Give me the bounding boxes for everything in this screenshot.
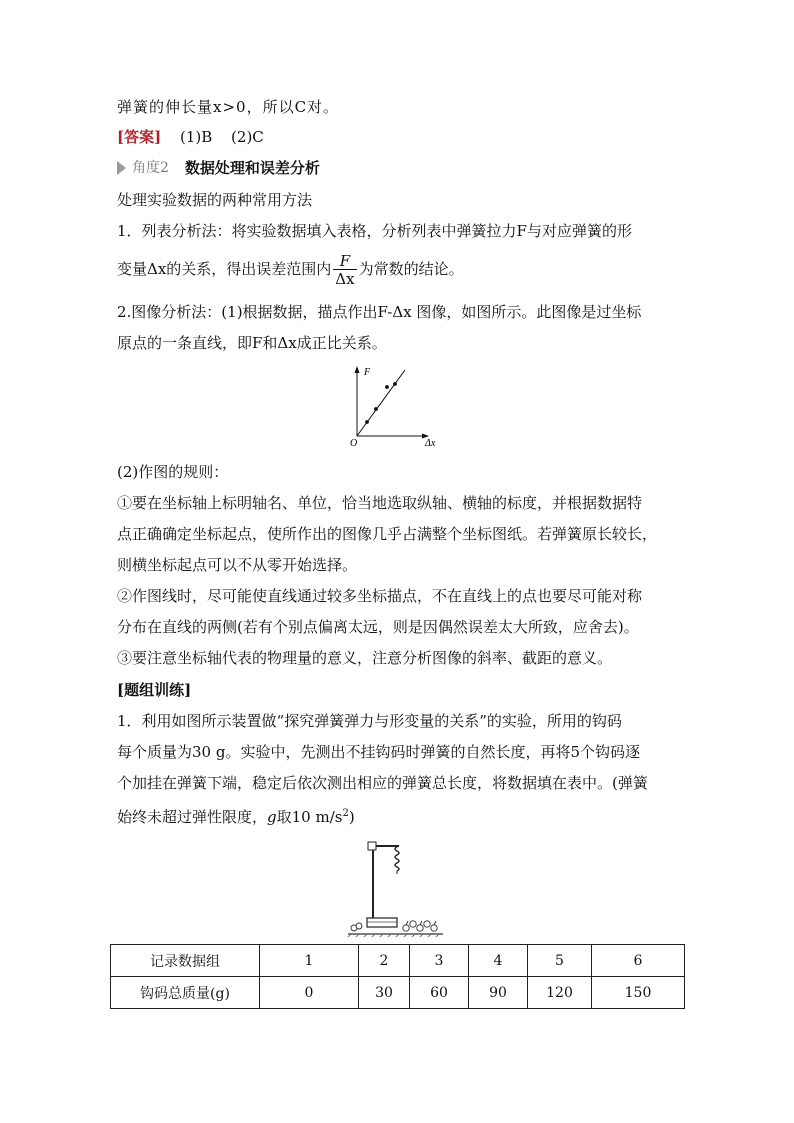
table-row [111,945,685,977]
intro-line: 处理实验数据的两种常用方法 [117,191,313,209]
angle-tag: 角度2 [132,160,169,176]
data-table [110,944,685,1009]
question-line4-sup: 2 [342,808,349,819]
question-line4-c: ) [348,808,355,826]
table-cell: 60 [410,977,469,1009]
graph-point [365,420,369,424]
apparatus-clamp [368,842,376,850]
practice-title: [题组训练] [117,681,192,699]
table-row-header: 记录数据组 [111,945,260,977]
method1-line1: 1．列表分析法：将实验数据填入表格，分析列表中弹簧拉力F与对应弹簧的形 [117,222,632,240]
table-row-header: 钩码总质量(g) [111,977,260,1009]
answer-line [117,127,264,147]
question-line3: 个加挂在弹簧下端，稳定后依次测出相应的弹簧总长度，将数据填在表中。(弹簧 [117,774,648,792]
table-cell: 1 [260,945,359,977]
table-cell: 0 [260,977,359,1009]
graph-point [374,407,378,411]
question-line4-g: g [267,808,277,826]
angle-title: 数据处理和误差分析 [184,159,320,177]
table-cell: 6 [592,945,685,977]
method1-line2 [117,252,464,288]
question-line4-b: 取10 m/s [276,808,343,826]
graph-point [385,385,389,389]
rule1-line3: 则横坐标起点可以不从零开始选择。 [117,556,358,574]
method2-line1: 2.图像分析法：(1)根据数据，描点作出F-Δx 图像，如图所示。此图像是过坐标 [117,303,642,321]
question-line1: 1．利用如图所示装置做“探究弹簧弹力与形变量的关系”的实验，所用的钩码 [117,712,622,730]
graph-origin-label: O [350,438,358,449]
angle-heading [117,158,320,178]
table-cell: 120 [528,977,592,1009]
method1-line2-a: 变量Δx的关系，得出误差范围内 [117,260,332,278]
rule3-line1: ③要注意坐标轴代表的物理量的意义，注意分析图像的斜率、截距的意义。 [117,649,613,667]
table-cell: 5 [528,945,592,977]
table-row [111,977,685,1009]
rule2-line1: ②作图线时，尽可能使直线通过较多坐标描点，不在直线上的点也要尽可能对称 [117,587,643,605]
rule1-line2: 点正确确定坐标起点，使所作出的图像几乎占满整个坐标图纸。若弹簧原长较长， [117,525,658,543]
apparatus-base [367,918,397,927]
rules-title: (2)作图的规则： [117,463,229,481]
fraction-numerator: F [333,253,356,270]
method1-line2-b: 为常数的结论。 [358,260,464,278]
weights-left [351,923,362,931]
graph-y-label: F [364,367,371,378]
graph-x-label: Δx [425,438,436,449]
question-line4-a: 始终未超过弹性限度， [117,808,268,826]
f-dx-graph [345,362,450,450]
table-cell: 150 [592,977,685,1009]
answer-part2: (2)C [231,128,264,146]
apparatus-spring [395,847,399,871]
answer-label: [答案] [117,128,162,146]
question-line4 [117,804,355,827]
table-cell: 4 [469,945,528,977]
apparatus-figure [345,836,450,938]
table-cell: 90 [469,977,528,1009]
fraction-denominator: Δx [335,269,355,288]
rule1-line1: ①要在坐标轴上标明轴名、单位，恰当地选取纵轴、横轴的标度，并根据数据特 [117,494,643,512]
fraction-f-over-dx [333,253,356,288]
prev-text-line: 弹簧的伸长量x>0，所以C对。 [117,98,340,116]
graph-y-arrow-icon [355,366,360,373]
table-cell: 2 [359,945,410,977]
answer-part1: (1)B [179,128,213,146]
question-line2: 每个质量为30 g。实验中，先测出不挂钩码时弹簧的自然长度，再将5个钩码逐 [117,743,641,761]
weights-right [403,921,437,931]
rule2-line2: 分布在直线的两侧(若有个别点偏离太远，则是因偶然误差太大所致，应舍去)。 [117,618,639,636]
table-cell: 30 [359,977,410,1009]
table-cell: 3 [410,945,469,977]
graph-point [393,382,397,386]
triangle-marker-icon [117,161,126,175]
graph-fit-line [357,370,405,436]
method2-line2: 原点的一条直线，即F和Δx成正比关系。 [117,334,387,352]
